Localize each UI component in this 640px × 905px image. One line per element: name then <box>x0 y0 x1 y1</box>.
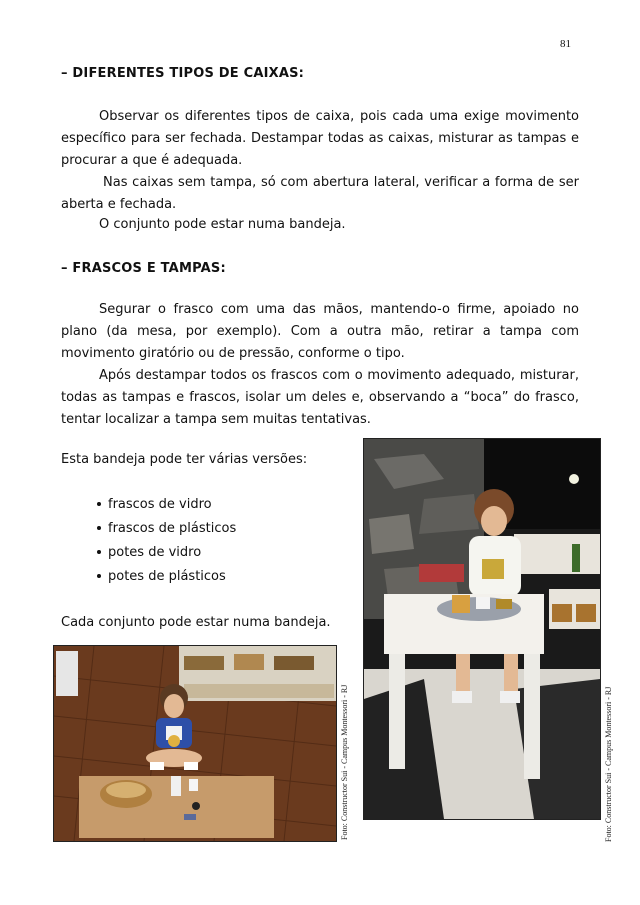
paragraph-caixas-1: Observar os diferentes tipos de caixa, pois cada uma exige movimento específico para ser fechada. Destampar todas as caixas, misturar as tampas e procurar a que é adequada. <box>61 109 579 168</box>
versions-list <box>97 494 236 590</box>
list-item: potes de vidro <box>97 542 236 566</box>
section-title-frascos: – FRASCOS E TAMPAS: <box>61 261 226 276</box>
paragraph-caixas-2: Nas caixas sem tampa, só com abertura lateral, verificar a forma de ser aberta e fechada. <box>61 175 579 212</box>
photo-child-at-table <box>363 438 601 820</box>
paragraph-frascos-1: Segurar o frasco com uma das mãos, mantendo-o firme, apoiado no plano (da mesa, por exemplo). Com a outra mão, retirar a tampa com movimento giratório ou de pressão, conforme o tipo. <box>61 302 579 361</box>
bullet-icon <box>97 574 101 578</box>
bullet-icon <box>97 526 101 530</box>
versions-intro: Esta bandeja pode ter várias versões: <box>61 452 308 467</box>
photo-credit-left: Foto: Constructor Sui - Campus Montessori - RJ <box>340 684 349 840</box>
photo-credit-right: Foto: Constructor Sui - Campus Montessori - RJ <box>604 686 613 842</box>
list-item: potes de plásticos <box>97 566 236 590</box>
list-item: frascos de plásticos <box>97 518 236 542</box>
page-number: 81 <box>560 38 571 50</box>
bullet-icon <box>97 550 101 554</box>
closing-text: Cada conjunto pode estar numa bandeja. <box>61 615 331 630</box>
list-item: frascos de vidro <box>97 494 236 518</box>
bullet-icon <box>97 502 101 506</box>
section-title-caixas: – DIFERENTES TIPOS DE CAIXAS: <box>61 66 305 81</box>
paragraph-caixas-3: O conjunto pode estar numa bandeja. <box>99 217 346 232</box>
photo-child-on-floor <box>53 645 337 842</box>
paragraph-frascos-2: Após destampar todos os frascos com o movimento adequado, misturar, todas as tampas e frascos, isolar um deles e, observando a “boca” do frasco, tentar localizar a tampa sem muitas tentativas. <box>61 368 579 427</box>
